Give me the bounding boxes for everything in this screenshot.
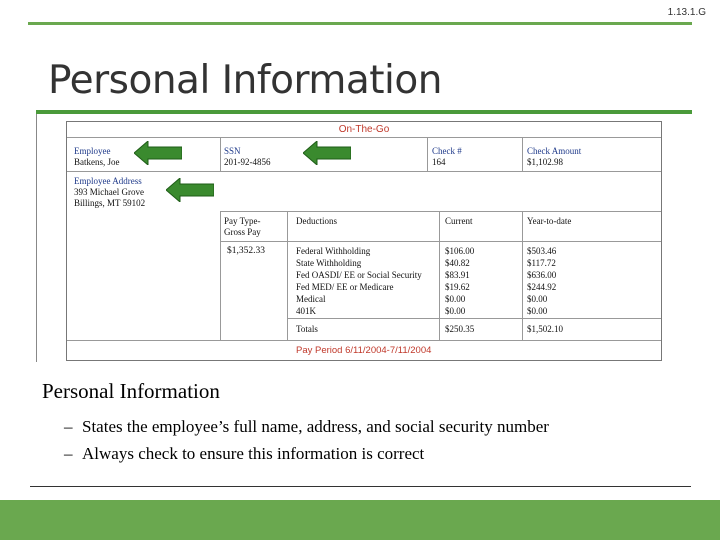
- pay-period: Pay Period 6/11/2004-7/11/2004: [296, 345, 432, 356]
- totals-label: Totals: [296, 324, 318, 334]
- deduction-name: Medical: [296, 294, 326, 304]
- bullet-text: States the employee’s full name, address, and social security number: [82, 417, 549, 436]
- stub-rule: [522, 137, 523, 171]
- check-amount-value: $1,102.98: [527, 157, 563, 167]
- ytd-header: Year-to-date: [527, 216, 572, 226]
- left-border-line: [36, 114, 37, 362]
- deduction-current: $19.62: [445, 282, 470, 292]
- ssn-label: SSN: [224, 146, 241, 156]
- pay-type-header: [224, 216, 261, 238]
- bullet-item: [64, 440, 549, 467]
- deduction-current: $106.00: [445, 246, 475, 256]
- ssn-value: 201-92-4856: [224, 157, 271, 167]
- stub-rule: [522, 211, 523, 340]
- address-line-1: 393 Michael Grove: [74, 187, 144, 197]
- address-field: [74, 176, 145, 209]
- slide-title: Personal Information: [48, 58, 442, 103]
- check-number-label: Check #: [432, 146, 462, 156]
- top-rule: [28, 22, 692, 25]
- gross-pay-label: Gross Pay: [224, 227, 261, 237]
- deduction-name: Federal Withholding: [296, 246, 371, 256]
- arrow-left-icon: [166, 178, 214, 202]
- totals-ytd: $1,502.10: [527, 324, 563, 334]
- address-label: Employee Address: [74, 176, 142, 186]
- bullet-text: Always check to ensure this information is correct: [82, 444, 425, 463]
- deduction-current: $0.00: [445, 294, 466, 304]
- stub-rule: [67, 137, 661, 138]
- bullet-list: [64, 413, 549, 467]
- company-name: On-The-Go: [338, 124, 390, 135]
- stub-rule: [287, 211, 288, 340]
- footer-bar: [0, 500, 720, 540]
- stub-rule: [427, 137, 428, 171]
- bullet-dash: –: [64, 444, 73, 463]
- deduction-names: [296, 245, 422, 317]
- stub-rule: [67, 171, 661, 172]
- employee-field: [74, 146, 120, 168]
- stub-rule: [439, 211, 440, 340]
- deductions-header: Deductions: [296, 216, 337, 226]
- pay-type-label: Pay Type-: [224, 216, 261, 226]
- totals-current: $250.35: [445, 324, 475, 334]
- deduction-name: 401K: [296, 306, 316, 316]
- current-header: Current: [445, 216, 473, 226]
- address-line-2: Billings, MT 59102: [74, 198, 146, 208]
- deduction-current: $40.82: [445, 258, 470, 268]
- gross-pay-value: $1,352.33: [227, 246, 265, 256]
- deduction-ytd: $0.00: [527, 294, 548, 304]
- stub-rule: [287, 318, 661, 319]
- deduction-current: $0.00: [445, 306, 466, 316]
- employee-label: Employee: [74, 146, 111, 156]
- check-number-field: [432, 146, 462, 168]
- bullet-item: [64, 413, 549, 440]
- deduction-ytd: $244.92: [527, 282, 557, 292]
- arrow-left-icon: [134, 141, 182, 165]
- bullet-dash: –: [64, 417, 73, 436]
- deduction-ytd-values: [527, 245, 556, 317]
- section-heading: Personal Information: [42, 379, 220, 403]
- deduction-name: State Withholding: [296, 258, 362, 268]
- deduction-current-values: [445, 245, 474, 317]
- check-amount-label: Check Amount: [527, 146, 582, 156]
- slide-number: 1.13.1.G: [667, 7, 706, 18]
- deduction-ytd: $117.72: [527, 258, 556, 268]
- deduction-name: Fed MED/ EE or Medicare: [296, 282, 394, 292]
- deduction-current: $83.91: [445, 270, 470, 280]
- stub-rule: [220, 137, 221, 171]
- arrow-left-icon: [303, 141, 351, 165]
- check-amount-field: [527, 146, 581, 168]
- deduction-name: Fed OASDI/ EE or Social Security: [296, 270, 422, 280]
- bottom-rule: [30, 486, 691, 487]
- deduction-ytd: $636.00: [527, 270, 557, 280]
- deduction-ytd: $0.00: [527, 306, 548, 316]
- stub-rule: [220, 211, 221, 340]
- title-underline: [36, 110, 692, 114]
- employee-value: Batkens, Joe: [74, 157, 120, 167]
- deduction-ytd: $503.46: [527, 246, 557, 256]
- ssn-field: [224, 146, 271, 168]
- stub-rule: [67, 340, 661, 341]
- check-number-value: 164: [432, 157, 446, 167]
